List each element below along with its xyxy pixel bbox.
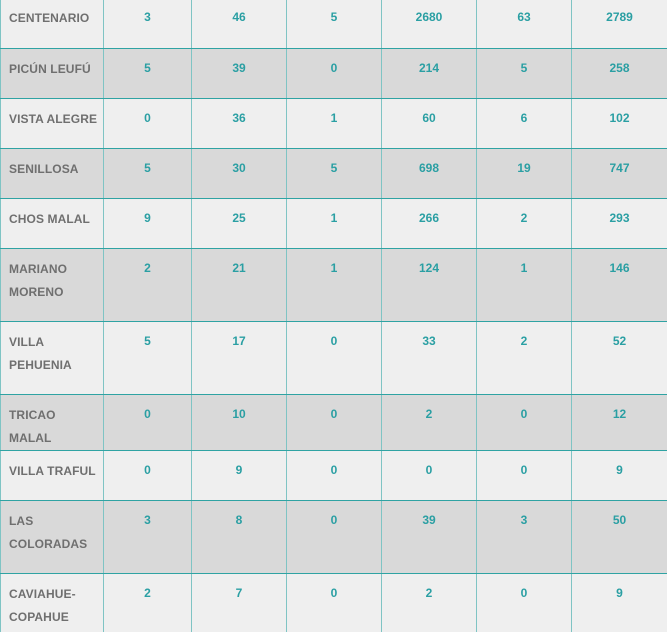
value-cell: 2789 [572, 0, 667, 48]
value-cell: 33 [382, 321, 477, 394]
locality-name: VILLA PEHUENIA [1, 321, 104, 394]
value-cell: 1 [287, 98, 382, 148]
value-cell: 258 [572, 48, 667, 98]
value-cell: 6 [477, 98, 572, 148]
value-cell: 5 [287, 148, 382, 198]
value-cell: 63 [477, 0, 572, 48]
value-cell: 3 [477, 500, 572, 573]
value-cell: 5 [477, 48, 572, 98]
value-cell: 266 [382, 198, 477, 248]
table-row [1, 450, 667, 500]
table-row [1, 198, 667, 248]
value-cell: 12 [572, 394, 667, 450]
value-cell: 9 [104, 198, 192, 248]
value-cell: 0 [287, 450, 382, 500]
locality-name: MARIANO MORENO [1, 248, 104, 321]
value-cell: 1 [287, 248, 382, 321]
value-cell: 3 [104, 500, 192, 573]
value-cell: 0 [287, 500, 382, 573]
locality-name: CHOS MALAL [1, 198, 104, 248]
value-cell: 0 [287, 48, 382, 98]
table-row [1, 573, 667, 632]
value-cell: 2 [477, 198, 572, 248]
table-row [1, 321, 667, 394]
value-cell: 2 [104, 573, 192, 632]
value-cell: 747 [572, 148, 667, 198]
value-cell: 17 [192, 321, 287, 394]
value-cell: 0 [104, 450, 192, 500]
locality-name: PICÚN LEUFÚ [1, 48, 104, 98]
value-cell: 39 [192, 48, 287, 98]
value-cell: 0 [287, 573, 382, 632]
value-cell: 102 [572, 98, 667, 148]
value-cell: 8 [192, 500, 287, 573]
table-row [1, 0, 667, 48]
value-cell: 60 [382, 98, 477, 148]
value-cell: 0 [287, 321, 382, 394]
value-cell: 0 [104, 394, 192, 450]
value-cell: 2 [477, 321, 572, 394]
value-cell: 30 [192, 148, 287, 198]
locality-name: VILLA TRAFUL [1, 450, 104, 500]
value-cell: 25 [192, 198, 287, 248]
value-cell: 2680 [382, 0, 477, 48]
table-row [1, 98, 667, 148]
value-cell: 21 [192, 248, 287, 321]
value-cell: 9 [572, 573, 667, 632]
value-cell: 5 [104, 148, 192, 198]
table-row [1, 148, 667, 198]
value-cell: 2 [382, 394, 477, 450]
value-cell: 0 [477, 450, 572, 500]
value-cell: 7 [192, 573, 287, 632]
value-cell: 9 [572, 450, 667, 500]
value-cell: 3 [104, 0, 192, 48]
value-cell: 10 [192, 394, 287, 450]
value-cell: 5 [287, 0, 382, 48]
value-cell: 214 [382, 48, 477, 98]
value-cell: 124 [382, 248, 477, 321]
value-cell: 2 [382, 573, 477, 632]
value-cell: 146 [572, 248, 667, 321]
value-cell: 50 [572, 500, 667, 573]
table-row [1, 248, 667, 321]
value-cell: 39 [382, 500, 477, 573]
locality-name: CENTENARIO [1, 0, 104, 48]
value-cell: 293 [572, 198, 667, 248]
value-cell: 5 [104, 321, 192, 394]
locality-name: LAS COLORADAS [1, 500, 104, 573]
value-cell: 19 [477, 148, 572, 198]
value-cell: 698 [382, 148, 477, 198]
table-row [1, 48, 667, 98]
value-cell: 5 [104, 48, 192, 98]
table-row [1, 394, 667, 450]
locality-name: CAVIAHUE-COPAHUE [1, 573, 104, 632]
locality-name: TRICAO MALAL [1, 394, 104, 450]
value-cell: 46 [192, 0, 287, 48]
value-cell: 52 [572, 321, 667, 394]
locality-name: VISTA ALEGRE [1, 98, 104, 148]
value-cell: 0 [287, 394, 382, 450]
value-cell: 36 [192, 98, 287, 148]
value-cell: 0 [104, 98, 192, 148]
value-cell: 1 [287, 198, 382, 248]
value-cell: 9 [192, 450, 287, 500]
value-cell: 0 [382, 450, 477, 500]
value-cell: 0 [477, 573, 572, 632]
value-cell: 2 [104, 248, 192, 321]
value-cell: 1 [477, 248, 572, 321]
table-row [1, 500, 667, 573]
locality-name: SENILLOSA [1, 148, 104, 198]
value-cell: 0 [477, 394, 572, 450]
